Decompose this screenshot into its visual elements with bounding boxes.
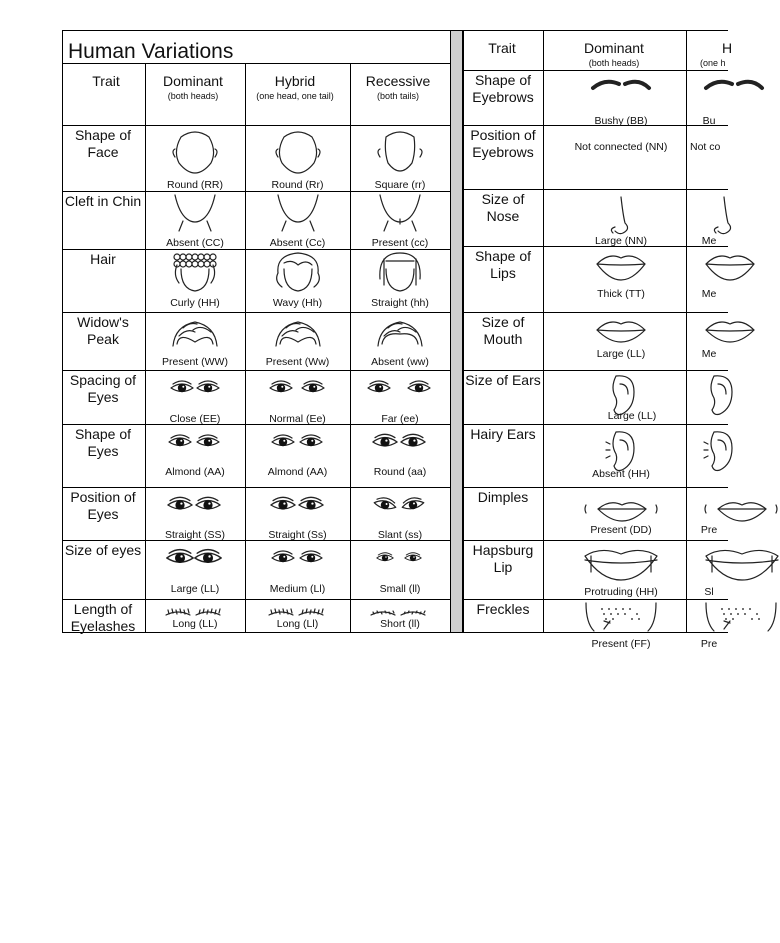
hybrid-caption: Sl [704,586,714,598]
row-divider [463,424,728,425]
dominant-caption: Thick (TT) [597,288,645,300]
row-divider [62,125,450,126]
page-title: Human Variations [68,40,234,63]
widows-peak-icon [272,316,324,352]
eyes-icon [267,493,329,519]
eyes-icon [369,546,431,572]
dominant-caption: Present (FF) [591,638,651,650]
row-divider [62,599,450,600]
dominant-caption: Present (DD) [590,524,652,536]
row-divider [62,312,450,313]
hybrid-caption: Me [701,235,717,247]
row-trait-label: Shape of Eyebrows [472,72,534,105]
eyes-icon [164,376,226,402]
row-trait-label: Length of Eyelashes [70,601,136,634]
hybrid-caption: Me [701,348,717,360]
row-trait-label: Size of Mouth [481,314,525,347]
hybrid-caption: Absent (Cc) [269,237,326,249]
hair-icon [169,251,221,295]
dominant-caption: Almond (AA) [165,466,225,478]
header-hybrid-sub: (one head, one tail) [256,91,334,101]
header-right-trait: Trait [488,40,516,56]
hybrid-caption: Normal (Ee) [269,413,326,425]
row-divider [62,370,450,371]
nose-icon [601,195,641,237]
recessive-caption: Straight (hh) [371,297,429,309]
chin-icon [169,195,221,235]
dominant-caption: Large (LL) [607,410,657,422]
row-divider [463,540,728,541]
row-divider [463,599,728,600]
dominant-caption: Bushy (BB) [594,115,648,127]
row-trait-label: Position of Eyes [70,489,136,522]
row-trait-label: Widow's Peak [77,314,129,347]
lips-icon [704,250,756,282]
hybrid-caption: Bu [702,115,716,127]
column-divider [686,30,687,632]
dominant-caption: Curly (HH) [170,297,220,309]
row-trait-label: Dimples [477,489,529,505]
eyebrows-icon [591,78,651,92]
lips-icon [595,316,647,344]
hybrid-caption: Wavy (Hh) [272,297,323,309]
hair-icon [272,251,324,295]
hybrid-caption: Straight (Ss) [268,529,327,541]
hybrid-caption: Me [701,288,717,300]
lips-icon [704,316,756,344]
header-right-hybrid-sub: (one h [700,58,726,68]
nose-icon [704,195,744,237]
row-trait-label: Hapsburg Lip [472,542,534,575]
row-trait-label: Shape of Face [74,127,132,160]
column-divider [543,30,544,632]
eyes-icon [369,493,431,519]
lips-icon [704,546,780,582]
column-divider [145,63,146,632]
hybrid-caption: Medium (Ll) [269,583,326,595]
recessive-caption: Absent (ww) [371,356,429,368]
row-trait-label: Size of Nose [481,191,525,224]
header-recessive-sub: (both tails) [376,91,420,101]
dominant-caption: Round (RR) [166,179,224,191]
hair-icon [374,251,426,295]
ear-icon [704,374,734,418]
widows-peak-icon [169,316,221,352]
recessive-caption: Short (ll) [380,618,420,630]
eyes-icon [369,376,431,402]
row-trait-label: Freckles [476,601,530,617]
dimples-icon [584,497,658,523]
row-divider [62,487,450,488]
column-divider [245,63,246,632]
recessive-caption: Small (ll) [379,583,421,595]
hybrid-caption: Pre [700,638,718,650]
dominant-caption: Absent (CC) [166,237,224,249]
row-trait-label: Spacing of Eyes [69,372,137,405]
chin-icon [374,195,426,235]
eyes-icon [369,430,431,456]
hybrid-caption: Almond (AA) [267,466,328,478]
dimples-icon [704,497,778,523]
header-dominant-sub: (both heads) [167,91,219,101]
header-right-dominant: Dominant [584,40,644,56]
hybrid-caption: Not co [690,141,721,153]
table-border [62,30,728,31]
eyes-icon [267,376,329,402]
row-trait-label: Shape of Eyes [74,426,132,459]
dominant-caption: Large (LL) [170,583,220,595]
dominant-caption: Absent (HH) [592,468,650,480]
widows-peak-icon [374,316,426,352]
header-recessive: Recessive [365,73,431,89]
row-trait-label: Hair [90,251,116,267]
header-right-hybrid: H [722,40,733,56]
hybrid-caption: Present (Ww) [265,356,330,368]
row-trait-label: Cleft in Chin [64,193,142,209]
face-icon [169,133,221,179]
recessive-caption: Far (ee) [381,413,419,425]
dominant-caption: Large (NN) [595,235,647,247]
eyes-icon [267,546,329,572]
header-dominant: Dominant [163,73,223,89]
eyebrows-icon [704,78,764,92]
row-trait-label: Size of Ears [465,372,541,388]
recessive-caption: Square (rr) [374,179,426,191]
row-divider [463,189,728,190]
lips-icon [583,546,659,582]
freckles-icon [584,603,658,633]
column-divider [462,30,463,632]
hybrid-caption: Pre [700,524,718,536]
face-icon [374,133,426,179]
dominant-caption: Long (LL) [172,618,218,630]
row-divider [62,191,450,192]
row-divider [463,487,728,488]
column-divider [350,63,351,632]
face-icon [272,133,324,179]
header-hybrid: Hybrid [274,73,316,89]
dominant-caption: Close (EE) [169,413,221,425]
row-divider [463,370,728,371]
hybrid-caption: Long (Ll) [276,618,319,630]
eyes-icon [164,430,226,456]
freckles-icon [704,603,778,633]
row-divider [463,70,728,71]
header-trait: Trait [92,73,120,89]
eyes-icon [164,493,226,519]
chin-icon [272,195,324,235]
row-trait-label: Shape of Lips [474,248,532,281]
row-divider [463,312,728,313]
dominant-caption: Straight (SS) [164,529,226,541]
dominant-caption: Large (LL) [596,348,646,360]
ear-icon [704,430,734,474]
hybrid-caption: Round (Rr) [271,179,324,191]
row-trait-label: Hairy Ears [470,426,536,442]
recessive-caption: Round (aa) [373,466,427,478]
lips-icon [595,250,647,282]
dominant-caption: Present (WW) [162,356,228,368]
column-divider [450,30,451,632]
row-trait-label: Size of eyes [64,542,142,558]
row-trait-label: Position of Eyebrows [470,127,536,160]
eyes-icon [164,546,226,572]
dominant-caption: Protruding (HH) [584,586,658,598]
header-right-dominant-sub: (both heads) [588,58,640,68]
recessive-caption: Present (cc) [371,237,429,249]
recessive-caption: Slant (ss) [377,529,423,541]
eyes-icon [267,430,329,456]
row-divider [62,249,450,250]
dominant-caption: Not connected (NN) [574,141,668,153]
